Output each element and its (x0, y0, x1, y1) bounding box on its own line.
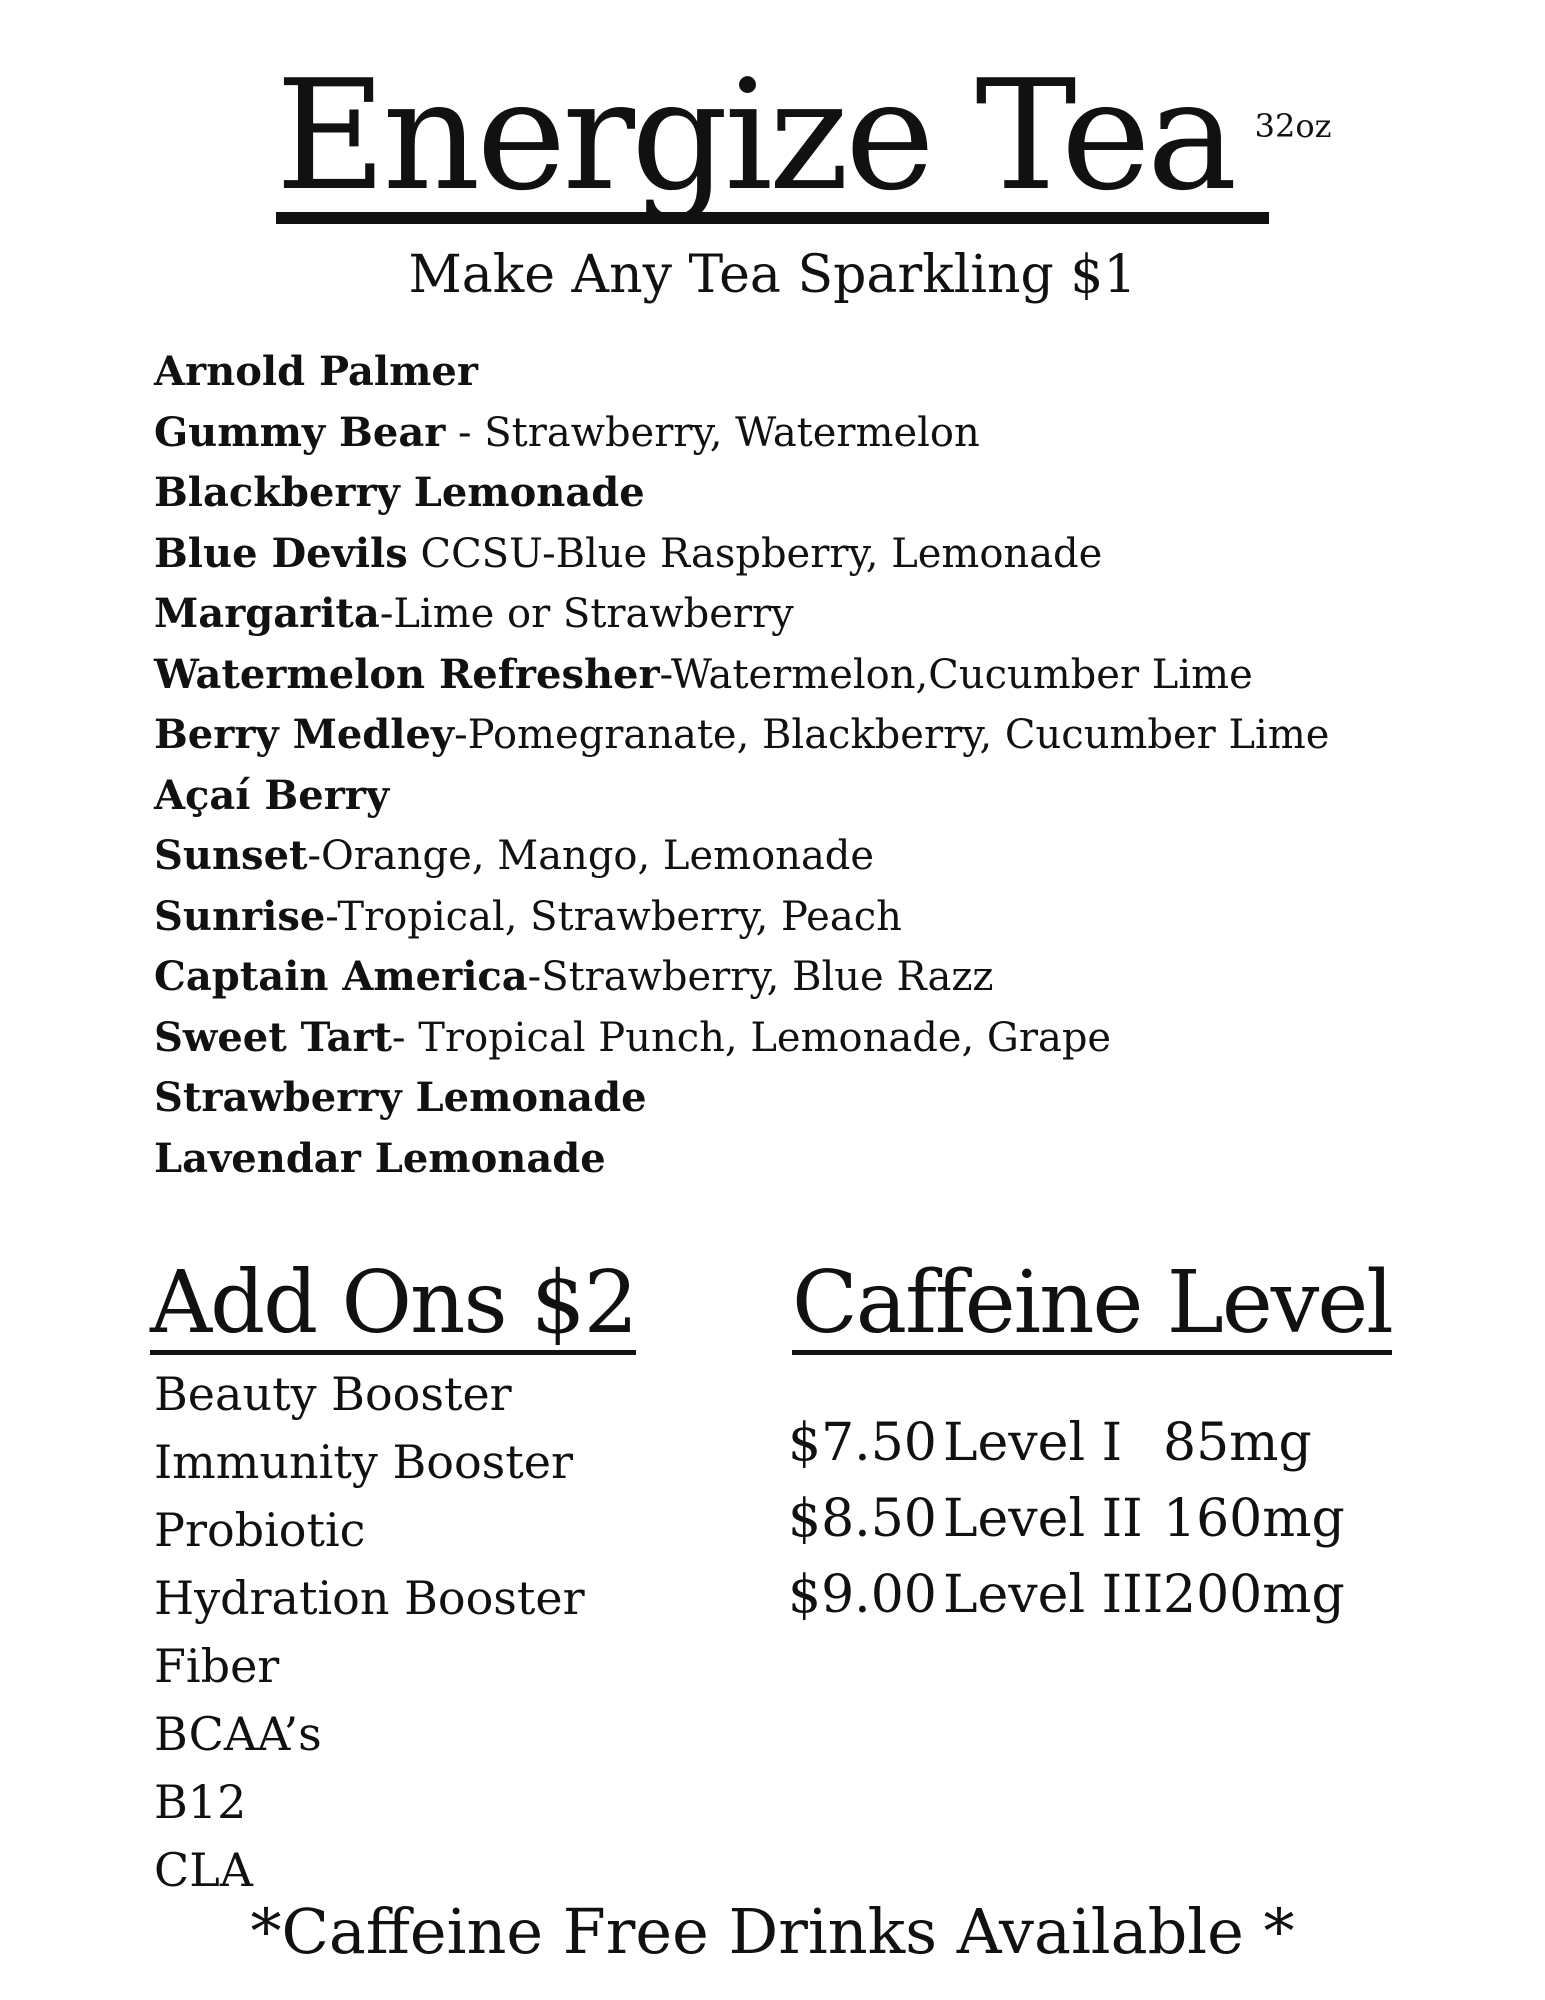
caffeine-level-row (788, 1481, 1345, 1557)
tea-name: Blackberry Lemonade (154, 469, 645, 516)
tea-name: Sunset (154, 832, 308, 879)
tea-name: Strawberry Lemonade (154, 1074, 647, 1121)
tea-flavors: -Strawberry, Blue Razz (527, 954, 994, 1000)
tea-flavors: -Orange, Mango, Lemonade (307, 833, 875, 879)
addon-item: CLA (154, 1843, 253, 1897)
tea-name: Margarita (154, 590, 380, 637)
addon-item: Beauty Booster (154, 1367, 512, 1421)
tea-name: Gummy Bear (154, 408, 446, 456)
tea-item (154, 645, 1329, 706)
tea-item (154, 584, 1329, 645)
tea-item (154, 1068, 1329, 1129)
tea-item (154, 1129, 1329, 1190)
caffeine-level-list (788, 1405, 1345, 1633)
level-price: $7.50 (788, 1413, 937, 1473)
tea-item (154, 403, 1329, 464)
addon-item: Fiber (154, 1639, 280, 1693)
tea-name: Blue Devils (154, 529, 408, 577)
tea-item (154, 887, 1329, 948)
caffeine-level-row (788, 1405, 1345, 1481)
tea-flavors: CCSU-Blue Raspberry, Lemonade (407, 530, 1103, 577)
tea-flavors: -Tropical, Strawberry, Peach (325, 893, 902, 940)
page-title (275, 47, 1332, 224)
level-name: Level III (943, 1565, 1164, 1625)
addon-item: Probiotic (154, 1503, 366, 1557)
addon-item: Immunity Booster (154, 1435, 573, 1489)
tea-flavors: - Strawberry, Watermelon (445, 409, 980, 456)
addon-item: Hydration Booster (154, 1571, 585, 1625)
tea-flavors: -Watermelon,Cucumber Lime (659, 651, 1253, 698)
tea-item (154, 705, 1329, 766)
tea-item (154, 342, 1329, 403)
tea-item (154, 524, 1329, 585)
caffeine-heading: Caffeine Level (792, 1253, 1392, 1353)
tea-flavors: - Tropical Punch, Lemonade, Grape (392, 1014, 1112, 1061)
sparkling-note: Make Any Tea Sparkling $1 (408, 245, 1137, 305)
tea-item (154, 463, 1329, 524)
tea-name: Açaí Berry (154, 771, 390, 819)
level-price: $8.50 (788, 1489, 937, 1549)
level-mg: 160mg (1163, 1489, 1345, 1549)
tea-item (154, 947, 1329, 1008)
tea-flavors: -Lime or Strawberry (379, 591, 794, 637)
tea-item (154, 826, 1329, 887)
tea-name: Sweet Tart (154, 1013, 393, 1061)
tea-flavors: -Pomegranate, Blackberry, Cucumber Lime (454, 712, 1330, 758)
level-name: Level II (943, 1489, 1143, 1549)
tea-name: Lavendar Lemonade (154, 1134, 606, 1182)
addon-item: BCAA’s (154, 1707, 322, 1761)
tea-name: Watermelon Refresher (154, 650, 660, 698)
title-text: Energize Tea (275, 47, 1234, 224)
tea-name: Sunrise (154, 892, 326, 940)
caffeine-level-row (788, 1557, 1345, 1633)
caffeine-free-note: *Caffeine Free Drinks Available * (250, 1895, 1295, 1968)
addons-heading: Add Ons $2 (150, 1253, 637, 1353)
tea-name: Berry Medley (154, 711, 455, 758)
addon-item: B12 (154, 1775, 247, 1829)
level-mg: 200mg (1163, 1565, 1345, 1625)
level-mg: 85mg (1163, 1413, 1312, 1473)
level-price: $9.00 (788, 1565, 937, 1625)
tea-item (154, 1008, 1329, 1069)
tea-item (154, 766, 1329, 827)
tea-name: Captain America (154, 953, 528, 1000)
title-block (0, 47, 1545, 224)
level-name: Level I (943, 1413, 1123, 1473)
addons-list (154, 1360, 585, 1904)
tea-name: Arnold Palmer (154, 348, 478, 395)
size-label: 32oz (1254, 107, 1332, 145)
tea-menu-list (154, 342, 1329, 1189)
